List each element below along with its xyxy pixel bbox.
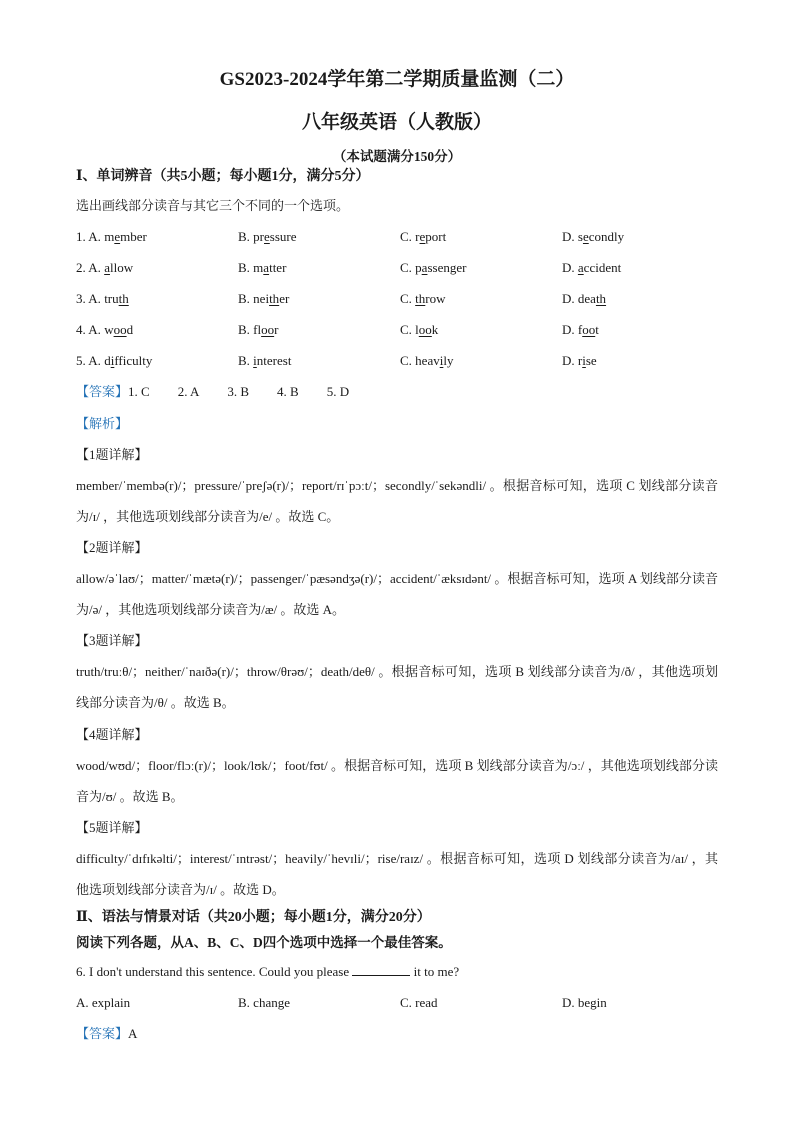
option-letter: A. bbox=[88, 322, 105, 337]
option-d bbox=[562, 229, 624, 245]
question-row bbox=[76, 229, 736, 245]
option-d bbox=[562, 353, 597, 369]
option-letter: D. bbox=[562, 322, 578, 337]
underlined-part: a bbox=[421, 260, 428, 275]
question-number: 5. bbox=[76, 353, 86, 368]
word-part: llow bbox=[109, 260, 134, 275]
word-part: fl bbox=[253, 322, 262, 337]
word-part: ssure bbox=[269, 229, 297, 244]
word-part: t bbox=[595, 322, 599, 337]
underlined-part: th bbox=[415, 291, 426, 306]
q6-answer-line bbox=[76, 1026, 137, 1042]
q6-option-c: C. read bbox=[400, 995, 438, 1010]
detail-heading: 【5题详解】 bbox=[76, 820, 148, 835]
option-letter: B. bbox=[238, 353, 254, 368]
detail-text: allow/əˈlaʊ/；matter/ˈmætə(r)/；passenger/ˈpæsəndʒə(r)/；accident/ˈæksɪdənt/ 。根据音标可知，选项 A 划线部分读音为/ə/ ，其他选项划线部分读音为/æ/ 。故选 A。 bbox=[76, 571, 718, 617]
question-number: 1. bbox=[76, 229, 86, 244]
question-row bbox=[76, 353, 736, 369]
question-number: 4. bbox=[76, 322, 86, 337]
option-letter: C. bbox=[400, 229, 416, 244]
word-part: er bbox=[279, 291, 290, 306]
option-letter: A. bbox=[88, 353, 105, 368]
question-row bbox=[76, 322, 736, 338]
option-b bbox=[238, 353, 291, 369]
word-part: p bbox=[415, 260, 422, 275]
exam-title: GS2023-2024学年第二学期质量监测（二） bbox=[219, 69, 575, 90]
q6-answer-tag: 【答案】 bbox=[76, 1026, 129, 1041]
answer-values bbox=[128, 384, 377, 399]
section1-instruction: 选出画线部分读音与其它三个不同的一个选项。 bbox=[76, 198, 350, 213]
option-letter: C. bbox=[400, 260, 416, 275]
underlined-part: oo bbox=[113, 322, 127, 337]
underlined-part: i bbox=[110, 353, 115, 368]
word-part: d bbox=[104, 353, 111, 368]
word-part: m bbox=[253, 260, 264, 275]
underlined-part: th bbox=[595, 291, 607, 306]
option-c bbox=[400, 322, 438, 338]
word-part: nterest bbox=[256, 353, 292, 368]
option-a bbox=[76, 260, 133, 276]
underlined-part: a bbox=[577, 260, 584, 275]
detail-heading: 【3题详解】 bbox=[76, 633, 148, 648]
underlined-part: i bbox=[439, 353, 444, 368]
word-part: l bbox=[415, 322, 419, 337]
q6-blank bbox=[352, 964, 410, 976]
answer-item: 5. D bbox=[326, 384, 350, 399]
word-part: mber bbox=[120, 229, 147, 244]
section2-instruction: 阅读下列各题，从A、B、C、D四个选项中选择一个最佳答案。 bbox=[76, 935, 452, 950]
question-6-stem bbox=[76, 964, 459, 980]
q6-option-a: A. explain bbox=[76, 995, 131, 1010]
word-part: se bbox=[585, 353, 597, 368]
option-c bbox=[400, 353, 453, 369]
word-part: s bbox=[577, 229, 583, 244]
answer-item: 1. C bbox=[128, 384, 150, 399]
word-part: heav bbox=[415, 353, 440, 368]
question-number: 2. bbox=[76, 260, 86, 275]
score-note: （本试题满分150分） bbox=[332, 149, 462, 164]
underlined-part: i bbox=[582, 353, 586, 368]
detail-text: truth/truːθ/；neither/ˈnaɪðə(r)/；throw/θrəʊ/；death/deθ/ 。根据音标可知，选项 B 划线部分读音为/ð/ ，其他选项划线部分读音为/θ/ 。故选 B。 bbox=[76, 664, 718, 710]
word-part: nei bbox=[253, 291, 270, 306]
option-letter: A. bbox=[88, 291, 105, 306]
word-part: condly bbox=[588, 229, 625, 244]
section1-heading: Ⅰ、单词辨音（共5小题；每小题1分，满分5分） bbox=[76, 169, 370, 184]
detail-text: wood/wʊd/；floor/flɔː(r)/；look/lʊk/；foot/fʊt/ 。根据音标可知，选项 B 划线部分读音为/ɔː/ ，其他选项划线部分读音为/ʊ/ 。故选 B。 bbox=[76, 758, 718, 804]
option-c bbox=[400, 260, 466, 276]
word-part: r bbox=[577, 353, 583, 368]
word-part: r bbox=[274, 322, 279, 337]
option-letter: D. bbox=[562, 291, 578, 306]
option-d bbox=[562, 322, 599, 338]
option-d bbox=[562, 260, 621, 276]
word-part: ccident bbox=[583, 260, 622, 275]
detail-heading: 【4题详解】 bbox=[76, 727, 148, 742]
underlined-part: a bbox=[104, 260, 110, 275]
question-row bbox=[76, 260, 736, 276]
option-letter: B. bbox=[238, 229, 254, 244]
option-letter: C. bbox=[400, 353, 416, 368]
section2-heading: Ⅱ、语法与情景对话（共20小题；每小题1分，满分20分） bbox=[76, 910, 431, 925]
word-part: m bbox=[104, 229, 115, 244]
answer-line bbox=[76, 384, 377, 400]
underlined-part: oo bbox=[418, 322, 432, 337]
word-part: row bbox=[425, 291, 446, 306]
detail-text: difficulty/ˈdɪfɪkəlti/；interest/ˈɪntrəst/；heavily/ˈhevɪli/；rise/raɪz/ 。根据音标可知，选项 D 划线部分读音为/aɪ/ ，其他选项划线部分读音为/ɪ/ 。故选 D。 bbox=[76, 851, 718, 897]
answer-item: 3. B bbox=[227, 384, 250, 399]
word-part: r bbox=[415, 229, 420, 244]
underlined-part: e bbox=[419, 229, 426, 244]
answer-item: 2. A bbox=[177, 384, 200, 399]
underlined-part: oo bbox=[261, 322, 275, 337]
underlined-part: e bbox=[582, 229, 589, 244]
option-a bbox=[76, 229, 147, 245]
option-letter: A. bbox=[88, 229, 105, 244]
option-a bbox=[76, 353, 152, 369]
option-letter: D. bbox=[562, 353, 578, 368]
option-a bbox=[76, 322, 133, 338]
q6-answer-value: A bbox=[128, 1026, 138, 1041]
question-row bbox=[76, 291, 736, 307]
option-c bbox=[400, 229, 446, 245]
underlined-part: th bbox=[269, 291, 280, 306]
detail-heading: 【2题详解】 bbox=[76, 540, 148, 555]
word-part: d bbox=[126, 322, 134, 337]
q6-text-after: it to me? bbox=[410, 964, 460, 979]
q6-option-d: D. begin bbox=[562, 995, 607, 1010]
word-part: dea bbox=[577, 291, 596, 306]
option-a bbox=[76, 291, 129, 307]
option-b bbox=[238, 322, 278, 338]
word-part: ly bbox=[443, 353, 454, 368]
underlined-part: a bbox=[263, 260, 270, 275]
word-part: w bbox=[104, 322, 114, 337]
answer-tag: 【答案】 bbox=[76, 384, 129, 399]
option-d bbox=[562, 291, 606, 307]
option-letter: B. bbox=[238, 291, 254, 306]
exam-subtitle: 八年级英语（人教版） bbox=[301, 112, 492, 133]
option-c bbox=[400, 291, 446, 307]
q6-text-before: 6. I don't understand this sentence. Could you please bbox=[76, 964, 353, 979]
q6-options bbox=[76, 995, 736, 1011]
option-b bbox=[238, 291, 289, 307]
option-letter: C. bbox=[400, 322, 416, 337]
word-part: tter bbox=[269, 260, 287, 275]
underlined-part: i bbox=[253, 353, 257, 368]
option-letter: C. bbox=[400, 291, 416, 306]
word-part: pr bbox=[253, 229, 265, 244]
word-part: port bbox=[425, 229, 447, 244]
option-letter: D. bbox=[562, 260, 578, 275]
detail-heading: 【1题详解】 bbox=[76, 447, 148, 462]
option-letter: A. bbox=[88, 260, 105, 275]
word-part: ssenger bbox=[427, 260, 467, 275]
word-part: k bbox=[431, 322, 439, 337]
word-part: f bbox=[577, 322, 583, 337]
underlined-part: e bbox=[114, 229, 121, 244]
word-part: fficulty bbox=[114, 353, 153, 368]
option-letter: D. bbox=[562, 229, 578, 244]
word-part: tru bbox=[104, 291, 119, 306]
question-number: 3. bbox=[76, 291, 86, 306]
q6-option-b: B. change bbox=[238, 995, 290, 1010]
option-b bbox=[238, 260, 286, 276]
option-letter: B. bbox=[238, 260, 254, 275]
underlined-part: e bbox=[264, 229, 270, 244]
option-letter: B. bbox=[238, 322, 254, 337]
option-b bbox=[238, 229, 297, 245]
underlined-part: oo bbox=[582, 322, 596, 337]
detail-text: member/ˈmembə(r)/；pressure/ˈpreʃə(r)/；report/rɪˈpɔːt/；secondly/ˈsekəndli/ 。根据音标可知，选项 C 划线部分读音为/ɪ/ ，其他选项划线部分读音为/e/ 。故选 C。 bbox=[76, 478, 718, 524]
analysis-tag: 【解析】 bbox=[76, 416, 129, 431]
underlined-part: th bbox=[118, 291, 129, 306]
answer-item: 4. B bbox=[277, 384, 299, 399]
